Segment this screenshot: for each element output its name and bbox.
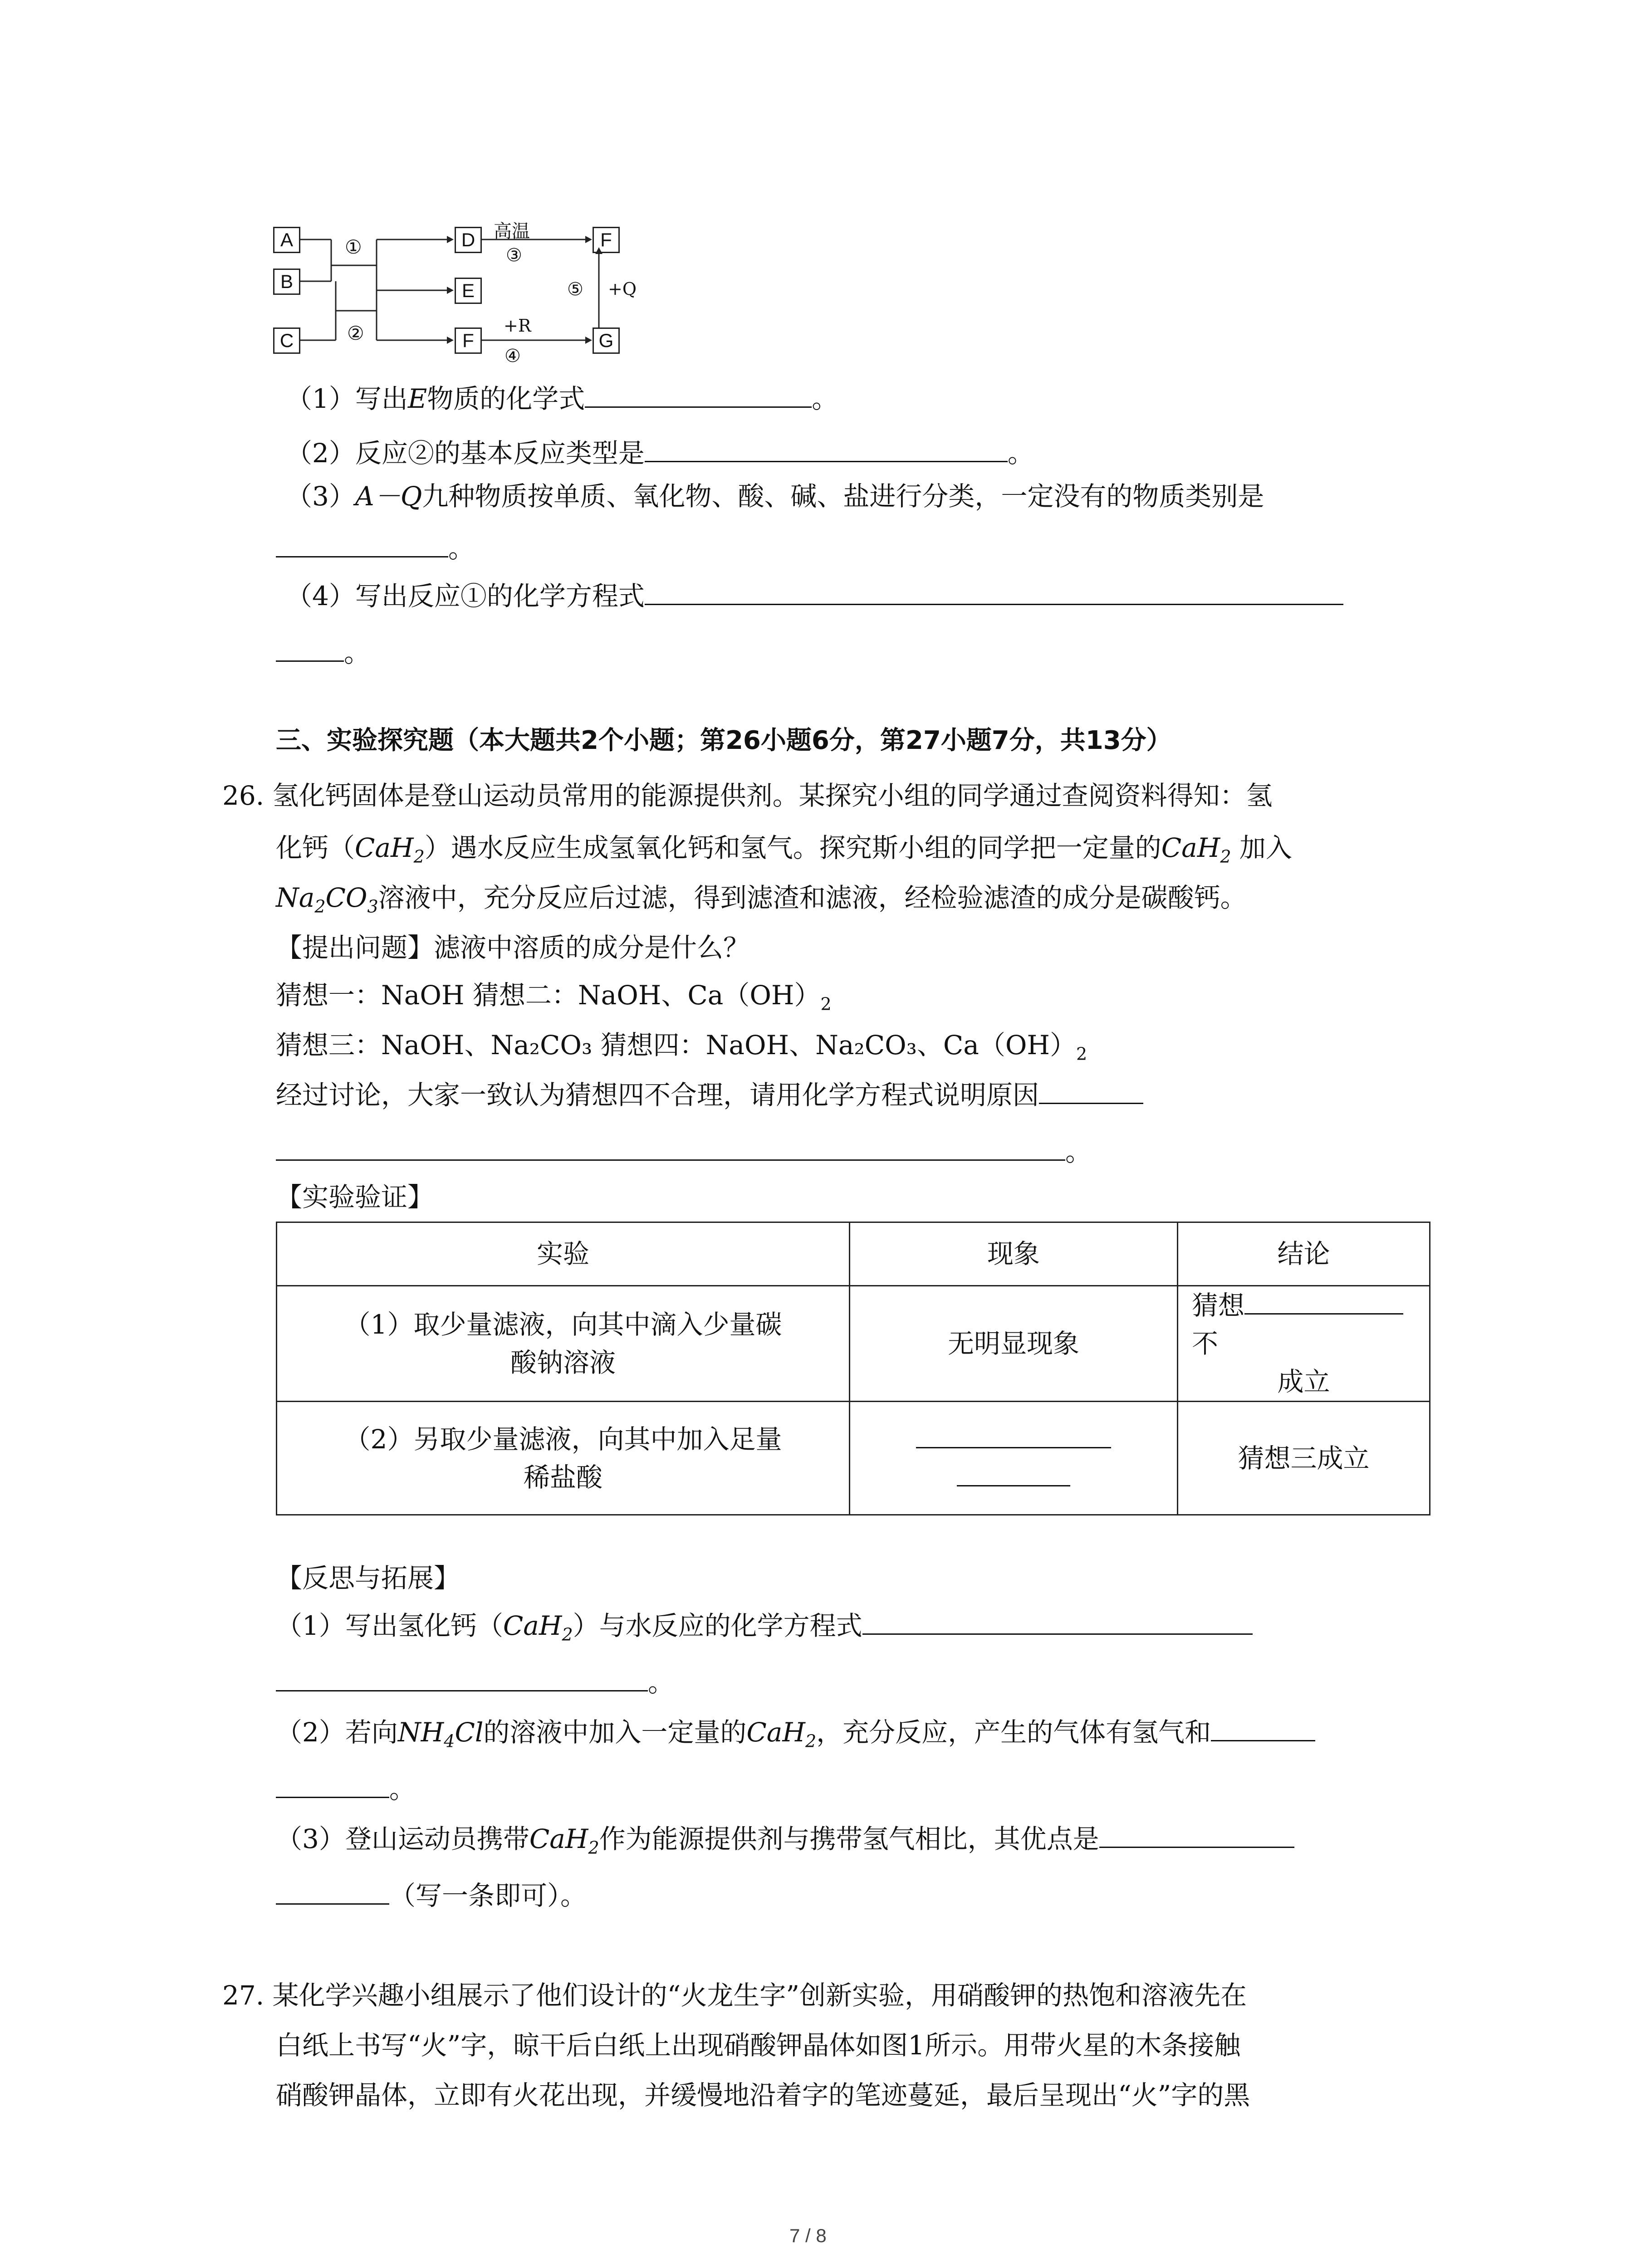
q25-part4: （4）写出反应①的化学方程式: [286, 583, 1343, 609]
header-phenomenon: 现象: [850, 1222, 1178, 1286]
answer-blank[interactable]: [276, 1776, 389, 1798]
answer-blank[interactable]: [1244, 1292, 1403, 1315]
answer-blank[interactable]: [276, 1139, 1065, 1161]
answer-blank[interactable]: [276, 1669, 648, 1691]
q25-part1: （1）写出E物质的化学式 。: [286, 383, 838, 414]
label-step1: ①: [345, 236, 362, 258]
q26-discuss-line: 。: [276, 1139, 1092, 1165]
answer-blank[interactable]: [585, 386, 812, 408]
q26-line3: $Na_2CO_3$溶液中，充分反应后过滤，得到滤渣和滤液，经检验滤渣的成分是碳酸钙。: [276, 882, 1247, 917]
q25-part3-answer: 。: [276, 535, 475, 562]
q27-line3: 硝酸钾晶体，立即有火花出现，并缓慢地沿着字的笔迹蔓延，最后呈现出“火”字的黑: [276, 2080, 1250, 2111]
q26-reflect-2: （2）若向$NH_4Cl$的溶液中加入一定量的CaH$_2$，充分反应，产生的气体有氢气和: [276, 1719, 1315, 1750]
node-e: E: [455, 278, 482, 304]
row2-experiment: （2）另取少量滤液，向其中加入足量 稀盐酸: [277, 1402, 850, 1515]
answer-blank[interactable]: [1099, 1826, 1294, 1848]
node-d: D: [455, 227, 482, 253]
node-a: A: [273, 227, 300, 253]
q26-question: 【提出问题】滤液中溶质的成分是什么？: [276, 932, 750, 963]
answer-blank[interactable]: [916, 1426, 1111, 1448]
label-cond5: +Q: [608, 279, 637, 299]
label-step4: ④: [505, 346, 521, 367]
section-title: 三、实验探究题（本大题共2个小题；第26小题6分，第27小题7分，共13分）: [276, 726, 1172, 755]
label-cond4: +R: [504, 316, 531, 336]
node-f-upper: F: [593, 227, 620, 253]
node-g: G: [593, 327, 620, 354]
header-experiment: 实验: [277, 1222, 850, 1286]
experiment-table: [276, 1222, 1430, 1515]
q26-line1: 26. 氢化钙固体是登山运动员常用的能源提供剂。某探究小组的同学通过查阅资料得知：氢: [222, 780, 1273, 811]
node-c: C: [273, 327, 300, 354]
q25-part2: （2）反应②的基本反应类型是 。: [286, 438, 1034, 469]
row1-conclusion: 猜想不 成立: [1178, 1286, 1430, 1402]
header-conclusion: 结论: [1178, 1222, 1430, 1286]
q26-reflect: 【反思与拓展】: [276, 1563, 460, 1593]
node-f-lower: F: [455, 327, 482, 354]
q26-reflect-3: （3）登山运动员携带CaH$_2$作为能源提供剂与携带氢气相比，其优点是: [276, 1826, 1294, 1857]
answer-blank[interactable]: [276, 640, 344, 662]
label-cond3: 高温: [494, 221, 530, 242]
page-number: 7 / 8: [789, 2225, 827, 2246]
reaction-diagram: [272, 218, 644, 367]
answer-blank[interactable]: [276, 1882, 389, 1905]
answer-blank[interactable]: [1039, 1082, 1143, 1104]
answer-blank[interactable]: [862, 1613, 1253, 1635]
q27-line2: 白纸上书写“火”字，晾干后白纸上出现硝酸钾晶体如图1所示。用带火星的木条接触: [276, 2030, 1241, 2061]
row2-conclusion: 猜想三成立: [1178, 1402, 1430, 1515]
q26-guess1: 猜想一：NaOH 猜想二：NaOH、$Ca(OH)_2$: [276, 980, 832, 1014]
answer-blank[interactable]: [276, 535, 448, 557]
q26-reflect-3-end: （写一条即可）。: [276, 1882, 587, 1909]
row2-phenomenon: [850, 1402, 1178, 1515]
answer-blank[interactable]: [957, 1464, 1070, 1486]
q25-part3: （3）A－Q九种物质按单质、氧化物、酸、碱、盐进行分类，一定没有的物质类别是: [286, 481, 1264, 512]
q26-verify: 【实验验证】: [276, 1182, 434, 1212]
answer-blank[interactable]: [645, 583, 1343, 605]
label-step2: ②: [347, 322, 364, 344]
row1-experiment: （1）取少量滤液，向其中滴入少量碳 酸钠溶液: [277, 1286, 850, 1402]
answer-blank[interactable]: [1211, 1719, 1315, 1741]
row1-phenomenon: 无明显现象: [850, 1286, 1178, 1402]
q26-line2: 化钙（CaH$_2$）遇水反应生成氢氧化钙和氢气。探究斯小组的同学把一定量的CaH$_2$ 加入: [276, 832, 1292, 867]
q26-guess3: 猜想三：NaOH、Na₂CO₃ 猜想四：NaOH、Na₂CO₃、$Ca(OH)_2$: [276, 1030, 1087, 1064]
q27-line1: 27. 某化学兴趣小组展示了他们设计的“火龙生字”创新实验，用硝酸钾的热饱和溶液先在: [222, 1980, 1247, 2011]
q26-discuss: 经过讨论，大家一致认为猜想四不合理，请用化学方程式说明原因: [276, 1082, 1143, 1108]
node-b: B: [273, 269, 300, 295]
q26-reflect-1-end: 。: [276, 1669, 674, 1696]
answer-blank[interactable]: [645, 440, 1008, 462]
label-step3: ③: [506, 245, 522, 266]
q26-reflect-1: （1）写出氢化钙（CaH$_2$）与水反应的化学方程式: [276, 1613, 1253, 1643]
label-step5: ⑤: [567, 279, 583, 300]
q26-reflect-2-end: 。: [276, 1776, 416, 1802]
q25-part4-end: 。: [276, 640, 370, 666]
